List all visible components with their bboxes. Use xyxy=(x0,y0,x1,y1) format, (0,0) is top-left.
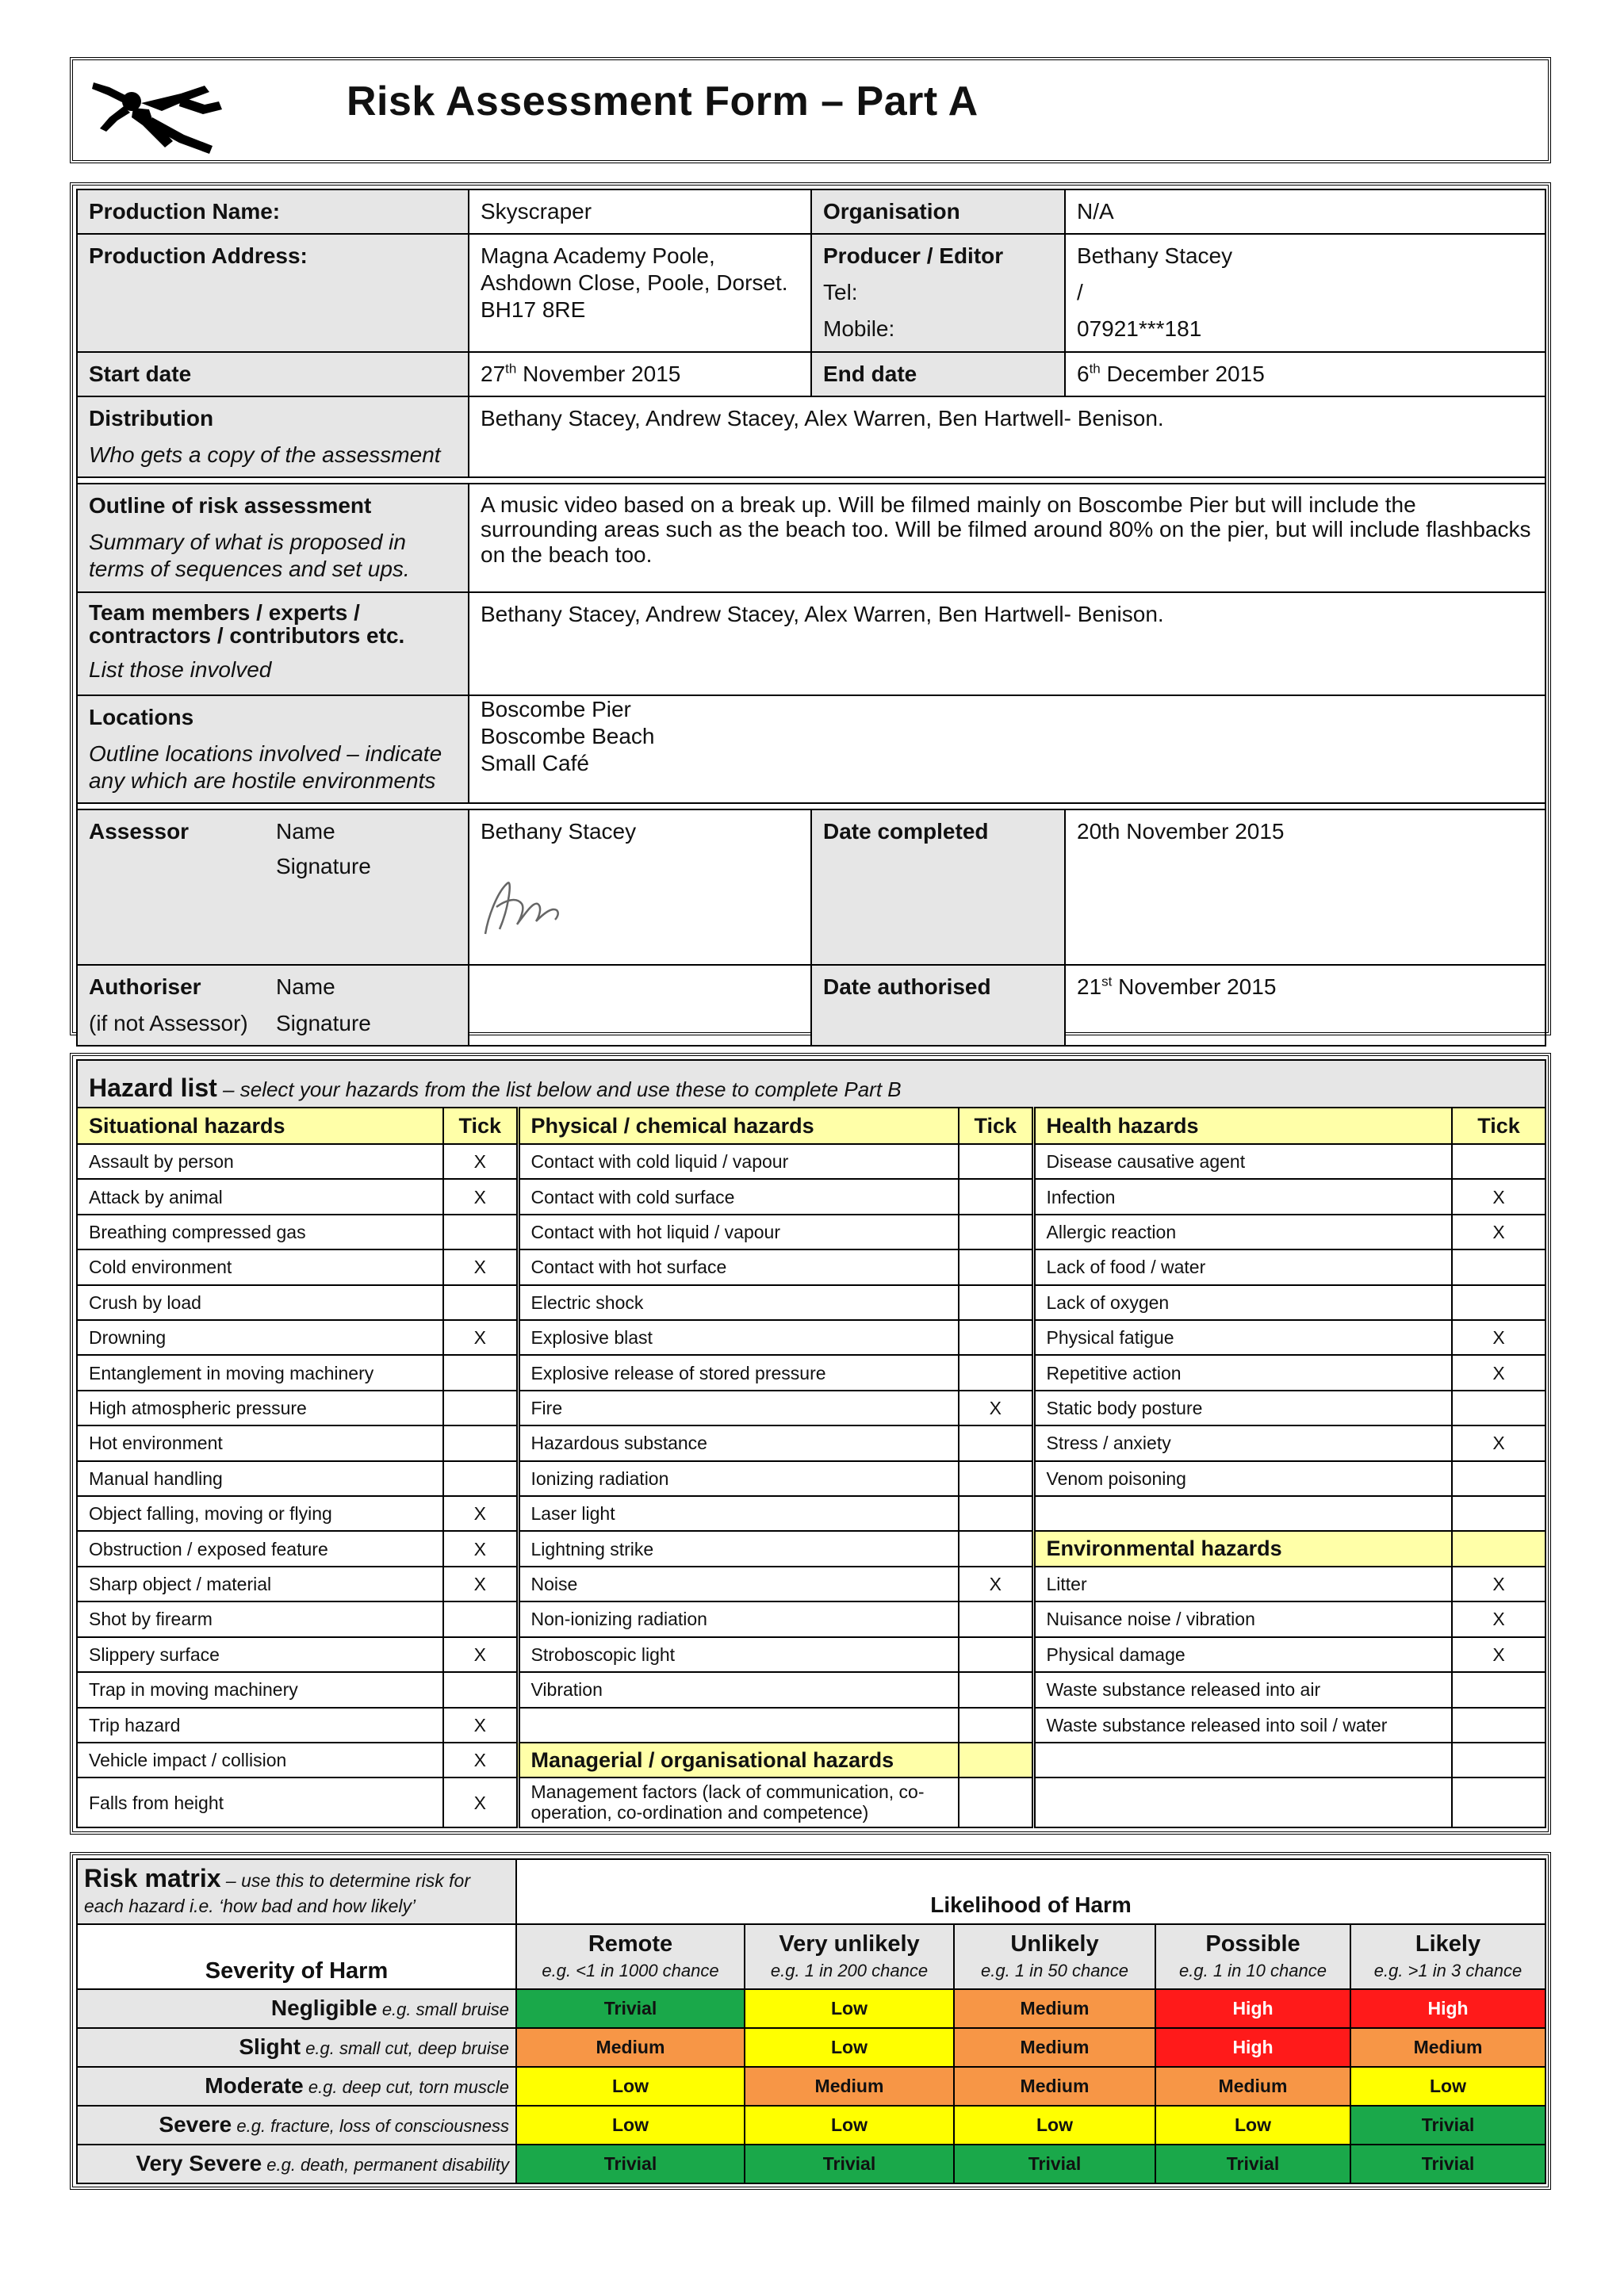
physical-hazard: Management factors (lack of communication, co-operation, co-ordination and competence) xyxy=(518,1777,959,1827)
physical-hazard: Contact with cold liquid / vapour xyxy=(518,1144,959,1179)
health-tick: X xyxy=(1452,1179,1545,1214)
risk-cell: Medium xyxy=(516,2028,745,2067)
risk-cell: Medium xyxy=(954,2067,1155,2106)
physical-hazard: Vibration xyxy=(518,1672,959,1707)
physical-tick: X xyxy=(959,1391,1033,1425)
hazard-list-title: Hazard list xyxy=(89,1073,217,1102)
date-completed-label: Date completed xyxy=(811,809,1065,965)
production-table xyxy=(76,189,1546,1047)
hazard-row xyxy=(77,1637,1545,1672)
location-item: Boscombe Beach xyxy=(481,723,655,748)
physical-hazard: Explosive blast xyxy=(518,1320,959,1355)
risk-cell: Trivial xyxy=(516,1989,745,2028)
hazard-table xyxy=(76,1059,1546,1828)
assessor-label: Assessor xyxy=(89,819,190,844)
production-address-label: Production Address: xyxy=(77,234,469,351)
team-value: Bethany Stacey, Andrew Stacey, Alex Warren, Ben Hartwell- Benison. xyxy=(469,592,1545,695)
physical-tick xyxy=(959,1672,1033,1707)
hazard-row xyxy=(77,1215,1545,1249)
risk-cell: Trivial xyxy=(516,2145,745,2183)
risk-cell: Trivial xyxy=(1155,2145,1350,2183)
tick-header: Tick xyxy=(443,1108,518,1144)
distribution-sub: Who gets a copy of the assessment xyxy=(89,442,441,467)
hazard-row xyxy=(77,1777,1545,1827)
date-completed-value: 20th November 2015 xyxy=(1065,809,1545,965)
locations-label: Locations xyxy=(89,704,194,729)
risk-cell: Medium xyxy=(1155,2067,1350,2106)
authoriser-value xyxy=(469,965,811,1046)
risk-cell: Low xyxy=(745,1989,954,2028)
locations-sub: Outline locations involved – indicate any which are hostile environments xyxy=(89,740,442,793)
physical-hazard: Contact with hot liquid / vapour xyxy=(518,1215,959,1249)
situational-tick: X xyxy=(443,1496,518,1531)
likelihood-col-remote: Remote e.g. <1 in 1000 chance xyxy=(516,1924,745,1989)
production-section xyxy=(70,182,1551,1035)
likelihood-col-likely: Likely e.g. >1 in 3 chance xyxy=(1350,1924,1545,1989)
situational-tick: X xyxy=(443,1567,518,1601)
date-authorised-label: Date authorised xyxy=(811,965,1065,1046)
tel-value: / xyxy=(1077,280,1083,305)
situational-hazard: Trip hazard xyxy=(77,1708,443,1743)
mobile-value: 07921***181 xyxy=(1077,316,1202,342)
situational-header: Situational hazards xyxy=(77,1108,443,1144)
health-tick: X xyxy=(1452,1320,1545,1355)
hazard-row xyxy=(77,1672,1545,1707)
situational-tick: X xyxy=(443,1708,518,1743)
risk-cell: Low xyxy=(1350,2067,1545,2106)
situational-hazard: Hot environment xyxy=(77,1425,443,1460)
risk-cell: High xyxy=(1155,1989,1350,2028)
physical-header: Physical / chemical hazards xyxy=(518,1108,959,1144)
hazard-row xyxy=(77,1496,1545,1531)
locations-label-cell xyxy=(77,695,469,803)
physical-tick xyxy=(959,1496,1033,1531)
physical-tick xyxy=(959,1320,1033,1355)
risk-cell: Trivial xyxy=(954,2145,1155,2183)
physical-tick xyxy=(959,1601,1033,1636)
producer-labels xyxy=(811,234,1065,351)
assessor-value-cell xyxy=(469,809,811,965)
severity-row-label: Severe e.g. fracture, loss of consciousness xyxy=(77,2106,516,2145)
physical-tick: X xyxy=(959,1567,1033,1601)
health-tick xyxy=(1452,1672,1545,1707)
situational-hazard: High atmospheric pressure xyxy=(77,1391,443,1425)
page-title: Risk Assessment Form – Part A xyxy=(347,78,979,124)
health-tick xyxy=(1452,1249,1545,1284)
situational-hazard: Falls from height xyxy=(77,1777,443,1827)
risk-matrix-title: Risk matrix xyxy=(84,1864,221,1892)
situational-tick: X xyxy=(443,1320,518,1355)
hazard-row xyxy=(77,1425,1545,1460)
health-hazard: Stress / anxiety xyxy=(1033,1425,1452,1460)
situational-tick xyxy=(443,1461,518,1496)
distribution-value: Bethany Stacey, Andrew Stacey, Alex Warren, Ben Hartwell- Benison. xyxy=(469,396,1545,477)
health-hazard: Nuisance noise / vibration xyxy=(1033,1601,1452,1636)
risk-matrix-sub: – use this to determine risk for each hazard i.e. ‘how bad and how likely’ xyxy=(84,1870,470,1917)
physical-tick xyxy=(959,1249,1033,1284)
hazard-row xyxy=(77,1708,1545,1743)
outline-value: A music video based on a break up. Will be filmed mainly on Boscombe Pier but will include the surrounding areas such as the beach too. Will be filmed around 80% on the pier, but will include flashbacks on the beach too. xyxy=(469,484,1545,591)
hazard-row xyxy=(77,1743,1545,1777)
health-hazard: Physical damage xyxy=(1033,1637,1452,1672)
situational-hazard: Drowning xyxy=(77,1320,443,1355)
severity-row xyxy=(77,1989,1545,2028)
hazard-row xyxy=(77,1179,1545,1214)
health-hazard: Lack of food / water xyxy=(1033,1249,1452,1284)
distribution-label: Distribution xyxy=(89,405,214,430)
location-item: Small Café xyxy=(481,750,589,775)
physical-tick xyxy=(959,1777,1033,1827)
distribution-label-cell xyxy=(77,396,469,477)
organisation-value: N/A xyxy=(1065,189,1545,234)
situational-tick xyxy=(443,1672,518,1707)
situational-hazard: Entanglement in moving machinery xyxy=(77,1355,443,1390)
situational-hazard: Breathing compressed gas xyxy=(77,1215,443,1249)
hazard-row xyxy=(77,1144,1545,1179)
health-tick xyxy=(1452,1391,1545,1425)
health-hazard xyxy=(1033,1496,1452,1531)
production-name-value: Skyscraper xyxy=(469,189,811,234)
hazard-row xyxy=(77,1320,1545,1355)
team-label: Team members / experts / contractors / contributors etc. xyxy=(89,599,405,648)
health-hazard: Infection xyxy=(1033,1179,1452,1214)
team-label-cell xyxy=(77,592,469,695)
situational-tick xyxy=(443,1391,518,1425)
situational-hazard: Cold environment xyxy=(77,1249,443,1284)
situational-tick: X xyxy=(443,1743,518,1777)
physical-hazard: Ionizing radiation xyxy=(518,1461,959,1496)
hazard-list-title-cell xyxy=(77,1060,1545,1108)
organisation-label: Organisation xyxy=(811,189,1065,234)
address-line: Magna Academy Poole, xyxy=(481,243,715,269)
risk-cell: Low xyxy=(516,2067,745,2106)
authoriser-signature-label: Signature xyxy=(276,1011,371,1036)
health-hazard xyxy=(1033,1743,1452,1777)
health-hazard: Static body posture xyxy=(1033,1391,1452,1425)
situational-hazard: Slippery surface xyxy=(77,1637,443,1672)
physical-hazard: Fire xyxy=(518,1391,959,1425)
health-tick: X xyxy=(1452,1567,1545,1601)
risk-matrix-title-cell xyxy=(77,1859,516,1924)
health-hazard xyxy=(1033,1777,1452,1827)
situational-hazard: Manual handling xyxy=(77,1461,443,1496)
situational-tick: X xyxy=(443,1144,518,1179)
production-address-value xyxy=(469,234,811,351)
physical-hazard: Contact with cold surface xyxy=(518,1179,959,1214)
situational-tick xyxy=(443,1601,518,1636)
situational-hazard: Sharp object / material xyxy=(77,1567,443,1601)
risk-cell: Low xyxy=(516,2106,745,2145)
health-tick xyxy=(1452,1285,1545,1320)
assessor-name-label: Name xyxy=(276,819,335,844)
physical-hazard: Explosive release of stored pressure xyxy=(518,1355,959,1390)
situational-hazard: Assault by person xyxy=(77,1144,443,1179)
physical-hazard: Hazardous substance xyxy=(518,1425,959,1460)
hazard-row xyxy=(77,1567,1545,1601)
situational-tick: X xyxy=(443,1777,518,1827)
risk-cell: Low xyxy=(745,2106,954,2145)
situational-tick xyxy=(443,1425,518,1460)
situational-hazard: Crush by load xyxy=(77,1285,443,1320)
physical-tick xyxy=(959,1144,1033,1179)
physical-tick xyxy=(959,1531,1033,1566)
physical-tick xyxy=(959,1743,1033,1777)
health-hazard: Disease causative agent xyxy=(1033,1144,1452,1179)
falling-person-icon xyxy=(86,70,236,157)
health-tick: X xyxy=(1452,1601,1545,1636)
severity-row-label: Very Severe e.g. death, permanent disability xyxy=(77,2145,516,2183)
physical-tick xyxy=(959,1355,1033,1390)
health-tick xyxy=(1452,1743,1545,1777)
physical-tick xyxy=(959,1637,1033,1672)
physical-tick xyxy=(959,1425,1033,1460)
environmental-header: Environmental hazards xyxy=(1033,1531,1452,1566)
authoriser-label: Authoriser xyxy=(89,974,201,1000)
situational-tick: X xyxy=(443,1531,518,1566)
health-tick: X xyxy=(1452,1355,1545,1390)
physical-hazard: Stroboscopic light xyxy=(518,1637,959,1672)
situational-hazard: Attack by animal xyxy=(77,1179,443,1214)
managerial-header: Managerial / organisational hazards xyxy=(518,1743,959,1777)
assessor-name: Bethany Stacey xyxy=(481,819,637,844)
severity-row xyxy=(77,2106,1545,2145)
situational-tick xyxy=(443,1285,518,1320)
health-hazard: Litter xyxy=(1033,1567,1452,1601)
hazard-row xyxy=(77,1285,1545,1320)
risk-matrix-table xyxy=(76,1858,1546,2184)
situational-tick: X xyxy=(443,1179,518,1214)
physical-hazard: Noise xyxy=(518,1567,959,1601)
header-box xyxy=(70,57,1551,163)
risk-cell: Medium xyxy=(954,2028,1155,2067)
risk-cell: Low xyxy=(1155,2106,1350,2145)
start-date-value: 27th November 2015 xyxy=(469,352,811,396)
physical-hazard: Lightning strike xyxy=(518,1531,959,1566)
team-sub: List those involved xyxy=(89,657,272,683)
situational-hazard: Obstruction / exposed feature xyxy=(77,1531,443,1566)
address-line: Ashdown Close, Poole, Dorset. xyxy=(481,270,788,296)
health-hazard: Repetitive action xyxy=(1033,1355,1452,1390)
physical-tick xyxy=(959,1285,1033,1320)
physical-tick xyxy=(959,1179,1033,1214)
risk-cell: Low xyxy=(745,2028,954,2067)
mobile-label: Mobile: xyxy=(823,316,895,342)
location-item: Boscombe Pier xyxy=(481,696,631,721)
hazard-list-sub: – select your hazards from the list below and use these to complete Part B xyxy=(216,1077,902,1101)
health-header: Health hazards xyxy=(1033,1108,1452,1144)
health-tick xyxy=(1452,1496,1545,1531)
tel-label: Tel: xyxy=(823,280,858,305)
assessor-signature-image xyxy=(481,851,639,939)
health-hazard: Waste substance released into soil / water xyxy=(1033,1708,1452,1743)
health-hazard: Venom poisoning xyxy=(1033,1461,1452,1496)
physical-hazard xyxy=(518,1708,959,1743)
date-authorised-value: 21st November 2015 xyxy=(1065,965,1545,1046)
situational-tick: X xyxy=(443,1637,518,1672)
authoriser-name-label: Name xyxy=(276,974,335,1000)
tick-header: Tick xyxy=(1452,1108,1545,1144)
situational-hazard: Vehicle impact / collision xyxy=(77,1743,443,1777)
end-date-value: 6th December 2015 xyxy=(1065,352,1545,396)
health-tick xyxy=(1452,1144,1545,1179)
assessor-label-cell xyxy=(77,809,469,965)
authoriser-sub: (if not Assessor) xyxy=(89,1011,248,1036)
situational-hazard: Shot by firearm xyxy=(77,1601,443,1636)
health-hazard: Physical fatigue xyxy=(1033,1320,1452,1355)
situational-tick: X xyxy=(443,1249,518,1284)
health-tick xyxy=(1452,1708,1545,1743)
situational-hazard: Object falling, moving or flying xyxy=(77,1496,443,1531)
authoriser-label-cell xyxy=(77,965,469,1046)
likelihood-label: Likelihood of Harm xyxy=(516,1859,1545,1924)
likelihood-col-unlikely: Unlikely e.g. 1 in 50 chance xyxy=(954,1924,1155,1989)
end-date-label: End date xyxy=(811,352,1065,396)
health-hazard: Waste substance released into air xyxy=(1033,1672,1452,1707)
physical-hazard: Contact with hot surface xyxy=(518,1249,959,1284)
risk-cell: Trivial xyxy=(1350,2145,1545,2183)
health-tick: X xyxy=(1452,1637,1545,1672)
physical-hazard: Electric shock xyxy=(518,1285,959,1320)
physical-tick xyxy=(959,1708,1033,1743)
situational-hazard: Trap in moving machinery xyxy=(77,1672,443,1707)
producer-values xyxy=(1065,234,1545,351)
risk-cell: High xyxy=(1350,1989,1545,2028)
hazard-row xyxy=(77,1355,1545,1390)
severity-row xyxy=(77,2145,1545,2183)
physical-tick xyxy=(959,1215,1033,1249)
hazard-row xyxy=(77,1249,1545,1284)
health-tick xyxy=(1452,1461,1545,1496)
health-tick xyxy=(1452,1777,1545,1827)
risk-cell: Low xyxy=(954,2106,1155,2145)
health-hazard: Lack of oxygen xyxy=(1033,1285,1452,1320)
health-tick: X xyxy=(1452,1215,1545,1249)
physical-hazard: Non-ionizing radiation xyxy=(518,1601,959,1636)
situational-tick xyxy=(443,1215,518,1249)
hazard-row xyxy=(77,1461,1545,1496)
address-line: BH17 8RE xyxy=(481,297,586,323)
severity-label: Severity of Harm xyxy=(77,1924,516,1989)
outline-label: Outline of risk assessment xyxy=(89,493,372,519)
physical-tick xyxy=(959,1461,1033,1496)
risk-cell: High xyxy=(1155,2028,1350,2067)
likelihood-col-very-unlikely: Very unlikely e.g. 1 in 200 chance xyxy=(745,1924,954,1989)
hazard-section xyxy=(70,1053,1551,1835)
hazard-row xyxy=(77,1391,1545,1425)
risk-cell: Medium xyxy=(954,1989,1155,2028)
environmental-tick xyxy=(1452,1531,1545,1566)
hazard-row xyxy=(77,1531,1545,1566)
severity-row-label: Slight e.g. small cut, deep bruise xyxy=(77,2028,516,2067)
severity-row xyxy=(77,2028,1545,2067)
severity-row xyxy=(77,2067,1545,2106)
risk-cell: Medium xyxy=(745,2067,954,2106)
risk-cell: Trivial xyxy=(745,2145,954,2183)
production-name-label: Production Name: xyxy=(77,189,469,234)
physical-hazard: Laser light xyxy=(518,1496,959,1531)
outline-label-cell xyxy=(77,484,469,591)
assessor-signature-label: Signature xyxy=(276,854,371,879)
severity-row-label: Moderate e.g. deep cut, torn muscle xyxy=(77,2067,516,2106)
severity-row-label: Negligible e.g. small bruise xyxy=(77,1989,516,2028)
likelihood-col-possible: Possible e.g. 1 in 10 chance xyxy=(1155,1924,1350,1989)
start-date-label: Start date xyxy=(77,352,469,396)
producer-value: Bethany Stacey xyxy=(1077,243,1233,269)
health-tick: X xyxy=(1452,1425,1545,1460)
risk-matrix-section xyxy=(70,1852,1551,2190)
outline-sub: Summary of what is proposed in terms of sequences and set ups. xyxy=(89,530,410,582)
producer-label: Producer / Editor xyxy=(823,243,1004,269)
locations-value xyxy=(469,695,1545,803)
risk-cell: Trivial xyxy=(1350,2106,1545,2145)
health-hazard: Allergic reaction xyxy=(1033,1215,1452,1249)
hazard-row xyxy=(77,1601,1545,1636)
risk-cell: Medium xyxy=(1350,2028,1545,2067)
situational-tick xyxy=(443,1355,518,1390)
tick-header: Tick xyxy=(959,1108,1033,1144)
